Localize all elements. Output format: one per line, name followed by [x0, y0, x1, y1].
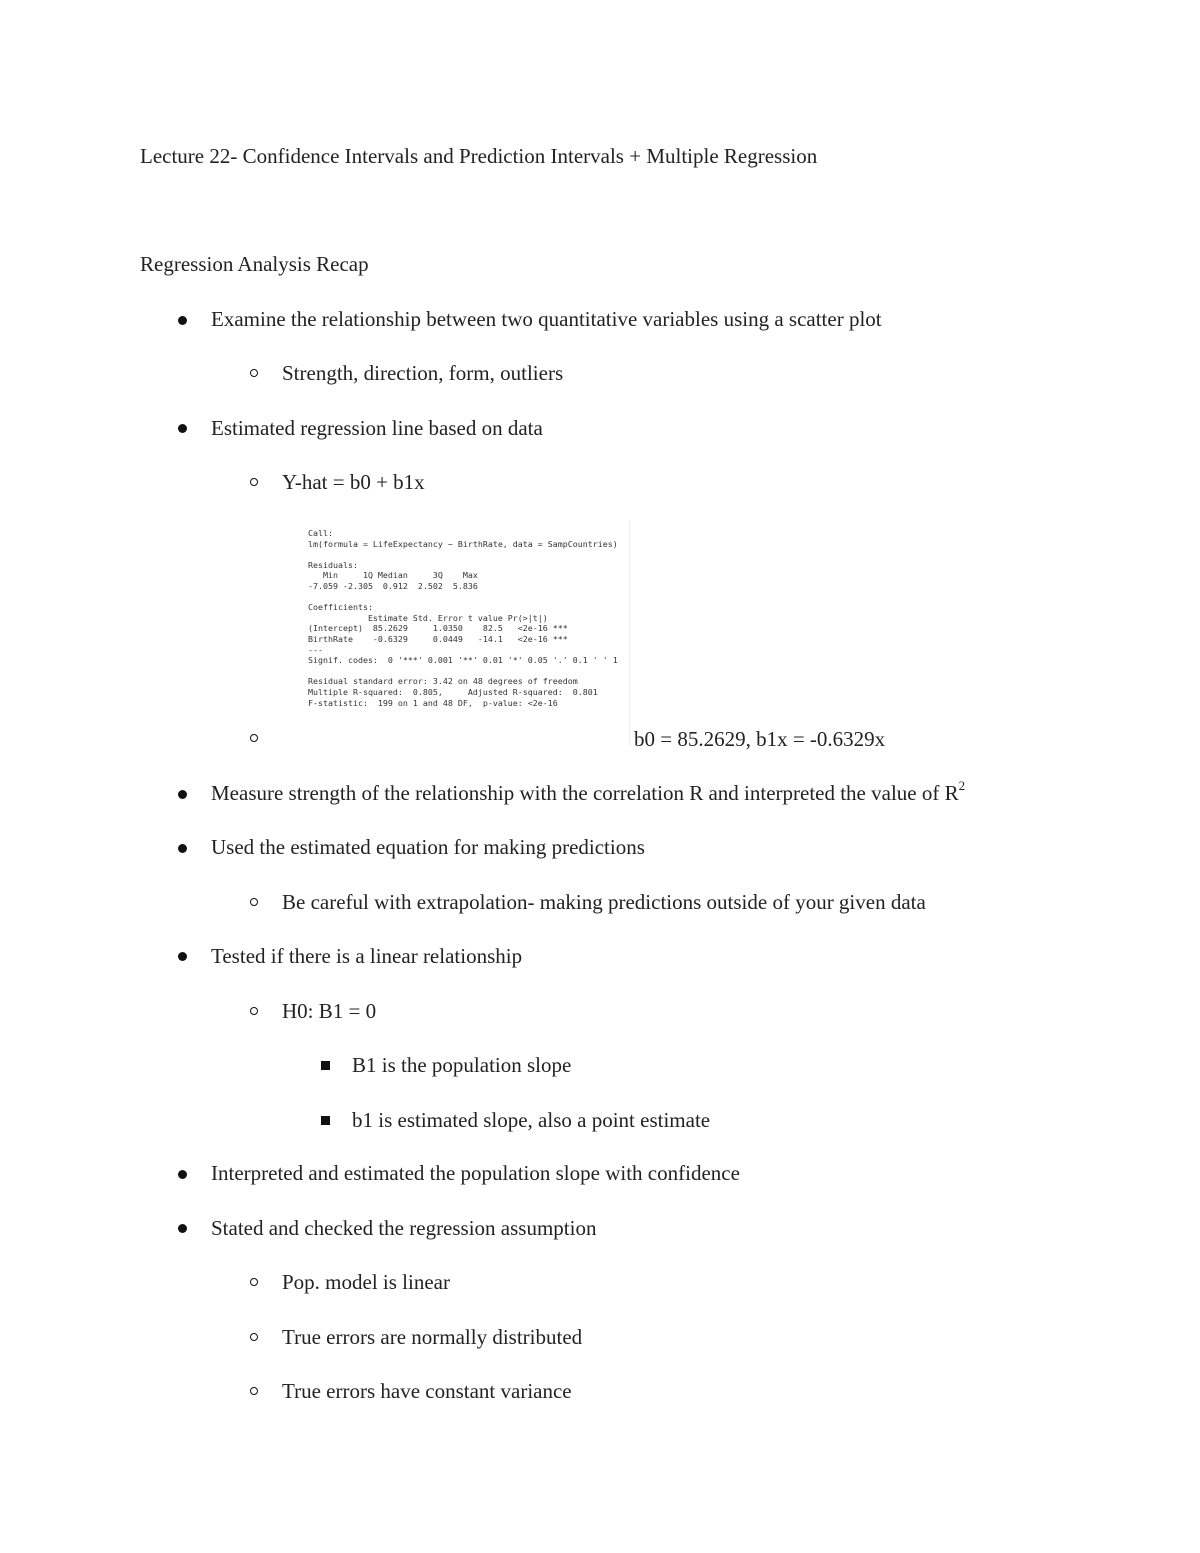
r-call: lm(formula = LifeExpectancy ~ BirthRate, data = SampCountries) [308, 538, 618, 549]
r-coef-header: Estimate Std. Error t value Pr(>|t|) [308, 612, 568, 623]
r-fstat: F-statistic: 199 on 1 and 48 DF, p-value: <2e-16 [308, 697, 558, 708]
list-item-yhat: Y-hat = b0 + b1x [282, 470, 425, 494]
hollow-bullet-icon [250, 1387, 258, 1395]
list-item-examine: Examine the relationship between two quantitative variables using a scatter plot [211, 307, 882, 331]
bullet-icon [178, 1170, 187, 1179]
r-residuals-label: Residuals: [308, 559, 358, 570]
r-coef-intercept: (Intercept) 85.2629 1.0350 82.5 <2e-16 *** [308, 623, 568, 634]
bullet-icon [178, 844, 187, 853]
list-item-b1-pop: B1 is the population slope [352, 1053, 572, 1077]
hollow-bullet-icon [250, 1333, 258, 1341]
r-coefficients-label: Coefficients: [308, 602, 373, 613]
r-rse: Residual standard error: 3.42 on 48 degrees of freedom [308, 676, 578, 687]
list-item-careful: Be careful with extrapolation- making predictions outside of your given data [282, 890, 926, 914]
bullet-icon [178, 952, 187, 961]
square-bullet-icon [321, 1061, 330, 1070]
list-item-strength: Strength, direction, form, outliers [282, 361, 564, 385]
r-call-label: Call: [308, 528, 333, 538]
list-item-interpreted: Interpreted and estimated the population slope with confidence [211, 1161, 740, 1185]
hollow-bullet-icon [250, 478, 258, 486]
list-item-h0: H0: B1 = 0 [282, 999, 377, 1023]
r-signif: Signif. codes: 0 '***' 0.001 '**' 0.01 '*' 0.05 '.' 0.1 ' ' 1 [308, 655, 618, 666]
list-item-used: Used the estimated equation for making predictions [211, 835, 645, 859]
hollow-bullet-icon [250, 1278, 258, 1286]
regression-output-image [286, 520, 630, 746]
hollow-bullet-icon [250, 898, 258, 906]
list-item-errors-variance: True errors have constant variance [282, 1379, 572, 1403]
square-bullet-icon [321, 1116, 330, 1125]
hollow-bullet-icon [250, 369, 258, 377]
bullet-icon [178, 316, 187, 325]
r-separator: --- [308, 644, 323, 655]
r-residuals-values: -7.059 -2.305 0.912 2.502 5.836 [308, 580, 483, 591]
bullet-icon [178, 1224, 187, 1233]
measure-superscript: 2 [958, 778, 966, 793]
list-item-b1-est: b1 is estimated slope, also a point estimate [352, 1108, 711, 1132]
bullet-icon [178, 424, 187, 433]
r-r2: Multiple R-squared: 0.805, Adjusted R-squared: 0.801 [308, 686, 603, 697]
list-item-measure [211, 780, 965, 806]
hollow-bullet-icon [250, 734, 258, 742]
r-coef-birthrate: BirthRate -0.6329 0.0449 -14.1 <2e-16 *** [308, 633, 568, 644]
coefficients-text: b0 = 85.2629, b1x = -0.6329x [634, 727, 886, 751]
list-item-errors-normal: True errors are normally distributed [282, 1325, 583, 1349]
list-item-tested: Tested if there is a linear relationship [211, 944, 523, 968]
list-item-stated: Stated and checked the regression assumption [211, 1216, 597, 1240]
section-heading: Regression Analysis Recap [140, 252, 369, 276]
bullet-icon [178, 790, 187, 799]
page-title: Lecture 22- Confidence Intervals and Prediction Intervals + Multiple Regression [140, 144, 818, 168]
list-item-pop-model: Pop. model is linear [282, 1270, 450, 1294]
hollow-bullet-icon [250, 1007, 258, 1015]
measure-text: Measure strength of the relationship with the correlation R and interpreted the value of R [211, 781, 959, 805]
r-residuals-header: Min 1Q Median 3Q Max [308, 570, 483, 581]
list-item-estimated-line: Estimated regression line based on data [211, 416, 543, 440]
